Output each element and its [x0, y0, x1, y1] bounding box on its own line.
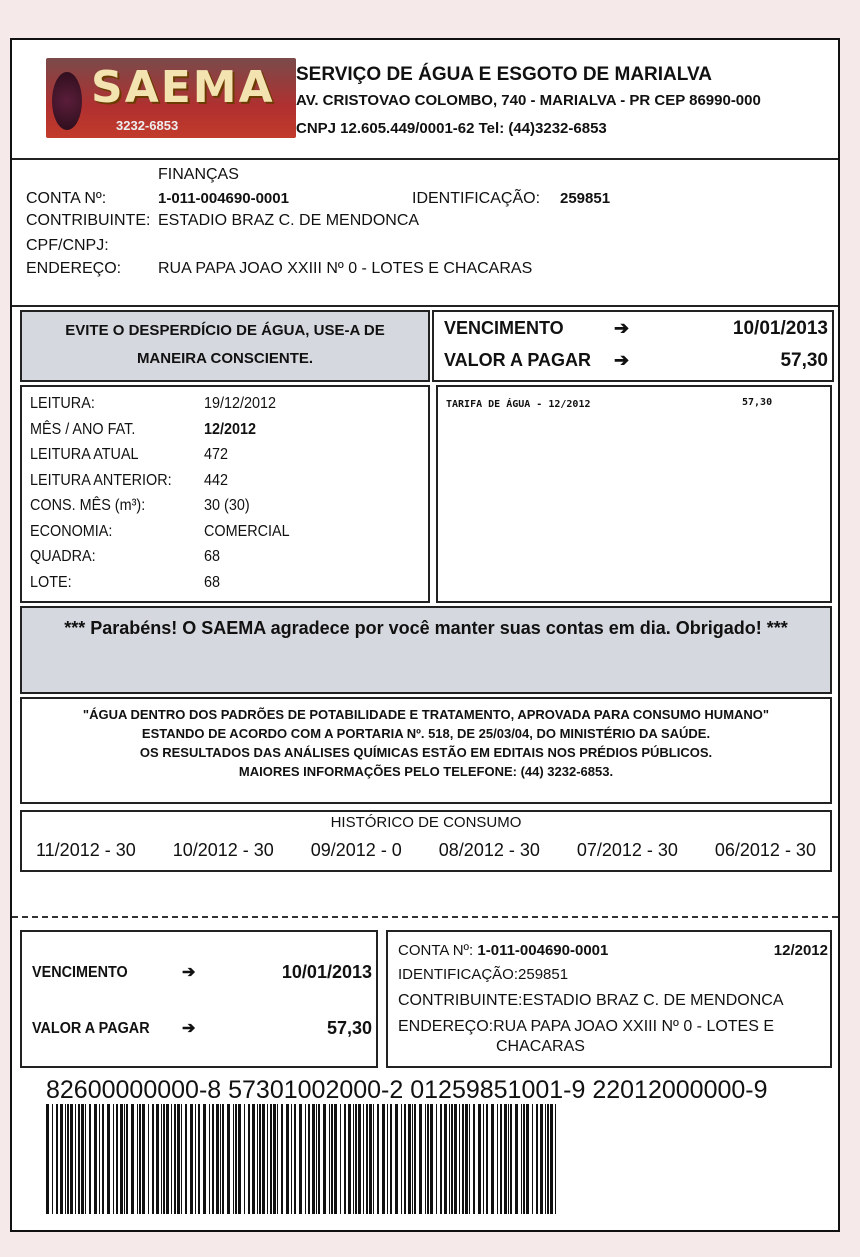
grapes-icon — [52, 72, 82, 130]
barcode-bar — [148, 1104, 149, 1214]
barcode-bar — [547, 1104, 549, 1214]
barcode-bar — [504, 1104, 507, 1214]
barcode-bar — [469, 1104, 470, 1214]
barcode-bar — [161, 1104, 162, 1214]
barcode-bar — [427, 1104, 429, 1214]
barcode-bar — [262, 1104, 265, 1214]
barcode-bar — [555, 1104, 556, 1214]
barcode-bar — [235, 1104, 237, 1214]
charge-desc: TARIFA DE ÁGUA - 12/2012 — [446, 399, 591, 410]
barcode-bar — [412, 1104, 413, 1214]
barcode-bar — [465, 1104, 468, 1214]
barcode-bar — [373, 1104, 374, 1214]
barcode-bar — [281, 1104, 283, 1214]
reading-value: 472 — [204, 446, 229, 463]
barcode-bar — [181, 1104, 182, 1214]
barcode-bar — [344, 1104, 346, 1214]
barcode-bar — [532, 1104, 533, 1214]
barcode-bar — [209, 1104, 210, 1214]
barcode-bar — [238, 1104, 241, 1214]
barcode-bar — [177, 1104, 180, 1214]
arrow-icon: ➔ — [182, 964, 196, 981]
barcode-bar — [171, 1104, 172, 1214]
barcode-bar — [523, 1104, 525, 1214]
barcode-bar — [227, 1104, 230, 1214]
org-cnpj: CNPJ 12.605.449/0001-62 Tel: (44)3232-6853 — [296, 120, 607, 137]
barcode-bar — [308, 1104, 310, 1214]
barcode-bar — [102, 1104, 104, 1214]
reading-label: LEITURA: — [30, 395, 95, 412]
barcode-bar — [198, 1104, 200, 1214]
reading-label: ECONOMIA: — [30, 522, 113, 540]
barcode-bar — [46, 1104, 49, 1214]
barcode-bar — [521, 1104, 522, 1214]
barcode-bar — [81, 1104, 84, 1214]
barcode-bar — [267, 1104, 268, 1214]
barcode-bar — [89, 1104, 91, 1214]
barcode-bar — [305, 1104, 306, 1214]
barcode-bar — [56, 1104, 58, 1214]
due-date: 10/01/2013 — [732, 318, 828, 339]
cut-line — [12, 916, 838, 918]
reading-label: QUADRA: — [30, 548, 96, 565]
barcode-bar — [244, 1104, 245, 1214]
barcode-bar — [137, 1104, 138, 1214]
barcode-bar — [500, 1104, 502, 1214]
history-item: 06/2012 - 30 — [714, 840, 816, 860]
reading-label: LEITURA ANTERIOR: — [30, 471, 172, 489]
barcode-bar — [451, 1104, 453, 1214]
barcode-bar — [404, 1104, 406, 1214]
barcode-bar — [323, 1104, 326, 1214]
reading-box — [20, 385, 430, 603]
barcode-bar — [142, 1104, 145, 1214]
barcode-bar — [486, 1104, 488, 1214]
barcode-bar — [156, 1104, 159, 1214]
amount-due: 57,30 — [780, 350, 828, 371]
stub-info-box: CONTA Nº: 1-011-004690-0001 12/2012 IDENTIFICAÇÃO:259851 CONTRIBUINTE:ESTADIO BRAZ C. DE MENDONCA ENDEREÇO:RUA PAPA JOAO XXIII Nº 0 - LOTES E CHACARAS — [386, 930, 832, 1068]
barcode-bar — [75, 1104, 76, 1214]
barcode-digits: 82600000000-8 57301002000-2 01259851001-9 22012000000-9 — [46, 1076, 768, 1104]
dept: FINANÇAS — [158, 166, 239, 183]
reading-value: 68 — [204, 548, 221, 565]
barcode-bar — [67, 1104, 69, 1214]
barcode-bar — [444, 1104, 447, 1214]
barcode-bar — [440, 1104, 442, 1214]
barcode-bar — [185, 1104, 187, 1214]
account-number: 1-011-004690-0001 — [158, 190, 289, 207]
barcode-bar — [107, 1104, 110, 1214]
barcode-bar — [120, 1104, 123, 1214]
barcode-bar — [60, 1104, 63, 1214]
barcode-bar — [94, 1104, 97, 1214]
barcode-bar — [222, 1104, 224, 1214]
org-name: SERVIÇO DE ÁGUA E ESGOTO DE MARIALVA — [296, 64, 712, 85]
barcode-bar — [550, 1104, 553, 1214]
barcode-bar — [545, 1104, 546, 1214]
barcode-bar — [329, 1104, 330, 1214]
reading-label: LEITURA ATUAL — [30, 446, 139, 463]
barcode-bar — [510, 1104, 512, 1214]
org-address: AV. CRISTOVAO COLOMBO, 740 - MARIALVA - PR CEP 86990-000 — [296, 92, 761, 109]
water-bill: SAEMA 3232-6853 SERVIÇO DE ÁGUA E ESGOTO DE MARIALVA AV. CRISTOVAO COLOMBO, 740 - MARIALVA - PR CEP 86990-000 CNPJ 12.605.449/0001-62 Tel: (44)3232-6853 FINANÇAS CONTA Nº: 1-011-004690-0001 IDENTIFICAÇÃO: 259851 CONTRIBUINTE: ESTADIO BRAZ C. DE MENDONCA CPF/CNPJ: ENDEREÇO: RUA PAPA JOAO XXIII Nº 0 - LOTES E CHACARAS EVITE O DESPERDÍCIO DE ÁGUA, USE-A DE MANEIRA CONSCIENTE. VENCIMENTO ➔ 10/01/2013 VALOR A PAGAR ➔ 57,30 LEITURA: 19/12/2012 MÊS / ANO FAT. 12/2012 LEITURA ATUAL 472 LEITURA ANTERIOR: 442 CONS. MÊS (m³): 30 (30) ECONOMIA: COMERCIAL QUADRA: 68 LOTE: 68 TARIFA DE ÁGUA - 12/2012 57,30 *** Parabéns! O SAEMA agradece por você manter suas contas em dia. Obrigado! *** "ÁGUA DENTRO DOS PADRÕES DE POTABILIDADE E TRATAMENTO, APROVADA PARA CONSUMO HUMANO" ESTANDO DE ACORDO COM A PORTARIA Nº. 518, DE 25/03/04, DO MINISTÉRIO DA SAÚDE. OS RESULTADOS DAS ANÁLISES QUÍMICAS ESTÃO EM EDITAIS NOS PRÉDIOS PÚBLICOS. MAIORES INFORMAÇÕES PELO TELEFONE: (44) 3232-6853. HISTÓRICO DE CONSUMO 11/2012 - 30 10/2012 - 30 09/2012 - 0 08/2012 - 30 07/2012 - 30 06/2012 - 30 VENCIMENTO ➔ 10/01/2013 VALOR A PAGAR ➔ 57,30 CONTA Nº: 1-011-004690-0001 12/2012 IDENTIFICAÇÃO:259851 CONTRIBUINTE:ESTADIO BRAZ C. DE MENDONCA ENDEREÇO:RUA PAPA JOAO XXIII Nº 0 - LOTES E CHACARAS 82600000000-8 57301002000-2 01259851001-9 22012000000-9 — [10, 38, 840, 1232]
barcode-bar — [163, 1104, 165, 1214]
barcode-bar — [408, 1104, 411, 1214]
barcode-bar — [331, 1104, 333, 1214]
barcode-bar — [462, 1104, 464, 1214]
barcode-bar — [508, 1104, 509, 1214]
reading-label: CONS. MÊS (m³): — [30, 497, 146, 514]
barcode-bar — [273, 1104, 276, 1214]
barcode-bar — [478, 1104, 481, 1214]
barcode-bar — [540, 1104, 543, 1214]
barcode-bar — [497, 1104, 498, 1214]
barcode-bar — [299, 1104, 302, 1214]
barcode-bar — [85, 1104, 86, 1214]
barcode-bar — [174, 1104, 176, 1214]
barcode-bar — [390, 1104, 392, 1214]
barcode-bar — [366, 1104, 368, 1214]
identification: 259851 — [560, 190, 611, 207]
arrow-icon: ➔ — [614, 318, 630, 338]
barcode — [46, 1104, 562, 1214]
barcode-bar — [203, 1104, 206, 1214]
barcode-bar — [190, 1104, 193, 1214]
barcode-bar — [414, 1104, 416, 1214]
barcode-bar — [318, 1104, 320, 1214]
barcode-bar — [334, 1104, 337, 1214]
barcode-bar — [340, 1104, 341, 1214]
barcode-bar — [515, 1104, 518, 1214]
reading-value: 30 (30) — [204, 497, 250, 514]
barcode-bar — [252, 1104, 255, 1214]
barcode-bar — [70, 1104, 73, 1214]
barcode-bar — [212, 1104, 214, 1214]
barcode-bar — [473, 1104, 475, 1214]
due-box: VENCIMENTO ➔ 10/01/2013 VALOR A PAGAR ➔ 57,30 — [432, 310, 834, 382]
barcode-bar — [248, 1104, 250, 1214]
barcode-bar — [425, 1104, 426, 1214]
barcode-bar — [131, 1104, 134, 1214]
barcode-bar — [270, 1104, 272, 1214]
barcode-bar — [419, 1104, 422, 1214]
barcode-bar — [430, 1104, 433, 1214]
barcode-bar — [216, 1104, 219, 1214]
contributor: ESTADIO BRAZ C. DE MENDONCA — [158, 212, 420, 229]
charge-value: 57,30 — [742, 397, 773, 408]
consumption-history: HISTÓRICO DE CONSUMO 11/2012 - 30 10/2012 - 30 09/2012 - 0 08/2012 - 30 07/2012 - 30 06/2012 - 30 — [20, 810, 832, 872]
history-item: 11/2012 - 30 — [36, 840, 136, 860]
barcode-bar — [536, 1104, 538, 1214]
barcode-bar — [195, 1104, 196, 1214]
history-item: 08/2012 - 30 — [438, 840, 540, 860]
reading-value: 19/12/2012 — [204, 395, 277, 412]
history-item: 07/2012 - 30 — [576, 840, 678, 860]
barcode-bar — [316, 1104, 317, 1214]
barcode-bar — [78, 1104, 80, 1214]
barcode-bar — [436, 1104, 437, 1214]
barcode-bar — [126, 1104, 128, 1214]
barcode-bar — [259, 1104, 261, 1214]
barcode-bar — [395, 1104, 398, 1214]
barcode-bar — [387, 1104, 388, 1214]
barcode-bar — [294, 1104, 296, 1214]
thanks-box: *** Parabéns! O SAEMA agradece por você manter suas contas em dia. Obrigado! *** — [20, 606, 832, 694]
barcode-bar — [152, 1104, 154, 1214]
reading-value: 12/2012 — [204, 420, 257, 438]
barcode-bar — [355, 1104, 357, 1214]
barcode-bar — [166, 1104, 169, 1214]
history-item: 10/2012 - 30 — [172, 840, 274, 860]
barcode-bar — [369, 1104, 372, 1214]
barcode-bar — [353, 1104, 354, 1214]
reading-value: 442 — [204, 471, 229, 489]
reading-value: COMERCIAL — [204, 522, 290, 540]
barcode-bar — [220, 1104, 221, 1214]
barcode-bar — [526, 1104, 529, 1214]
barcode-bar — [491, 1104, 494, 1214]
barcode-bar — [124, 1104, 125, 1214]
notice-box: EVITE O DESPERDÍCIO DE ÁGUA, USE-A DE MANEIRA CONSCIENTE. — [20, 310, 430, 382]
history-item: 09/2012 - 0 — [310, 840, 402, 860]
saema-logo: SAEMA 3232-6853 — [46, 58, 296, 138]
charges-box — [436, 385, 832, 603]
barcode-bar — [454, 1104, 457, 1214]
barcode-bar — [348, 1104, 351, 1214]
barcode-bar — [139, 1104, 141, 1214]
barcode-bar — [99, 1104, 100, 1214]
stub-due-box: VENCIMENTO ➔ 10/01/2013 VALOR A PAGAR ➔ 57,30 — [20, 930, 378, 1068]
barcode-bar — [291, 1104, 292, 1214]
arrow-icon: ➔ — [614, 350, 630, 370]
barcode-bar — [483, 1104, 484, 1214]
arrow-icon: ➔ — [182, 1020, 196, 1037]
reading-label: LOTE: — [30, 573, 72, 591]
barcode-bar — [257, 1104, 258, 1214]
barcode-bar — [312, 1104, 315, 1214]
barcode-bar — [52, 1104, 53, 1214]
barcode-bar — [65, 1104, 66, 1214]
barcode-bar — [459, 1104, 460, 1214]
reading-value: 68 — [204, 573, 221, 591]
barcode-bar — [113, 1104, 114, 1214]
barcode-bar — [363, 1104, 364, 1214]
barcode-bar — [277, 1104, 278, 1214]
barcode-bar — [286, 1104, 289, 1214]
barcode-bar — [233, 1104, 234, 1214]
reading-label: MÊS / ANO FAT. — [30, 420, 136, 438]
barcode-bar — [401, 1104, 402, 1214]
barcode-bar — [382, 1104, 385, 1214]
barcode-bar — [449, 1104, 450, 1214]
barcode-bar — [116, 1104, 118, 1214]
barcode-bar — [377, 1104, 379, 1214]
address: RUA PAPA JOAO XXIII Nº 0 - LOTES E CHACARAS — [158, 260, 533, 277]
quality-notice: "ÁGUA DENTRO DOS PADRÕES DE POTABILIDADE E TRATAMENTO, APROVADA PARA CONSUMO HUMANO" ESTANDO DE ACORDO COM A PORTARIA Nº. 518, DE 25/03/04, DO MINISTÉRIO DA SAÚDE. OS RESULTADOS DAS ANÁLISES QUÍMICAS ESTÃO EM EDITAIS NOS PRÉDIOS PÚBLICOS. MAIORES INFORMAÇÕES PELO TELEFONE: (44) 3232-6853. — [20, 697, 832, 804]
barcode-bar — [358, 1104, 361, 1214]
